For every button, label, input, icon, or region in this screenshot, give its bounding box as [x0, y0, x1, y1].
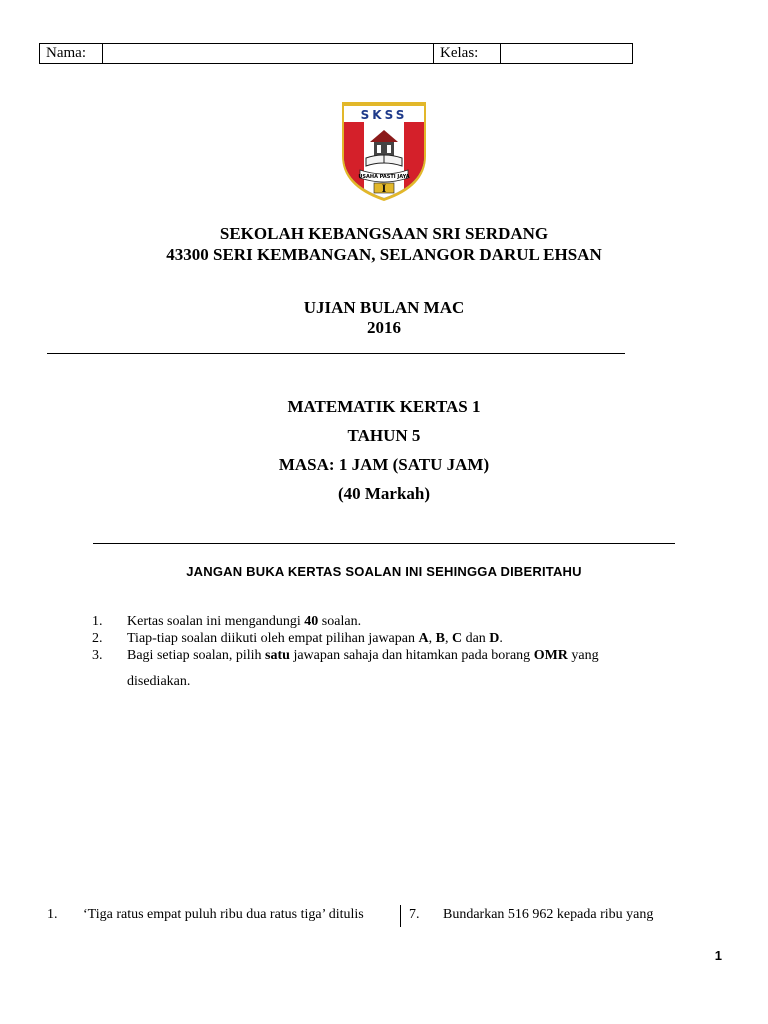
instruction-item	[92, 613, 361, 630]
instruction-text: .	[499, 631, 503, 646]
instruction-text: soalan.	[318, 614, 362, 629]
instruction-item	[92, 647, 599, 664]
instruction-bold: OMR	[533, 648, 568, 663]
instruction-text: dan	[462, 631, 490, 646]
question-1-number: 1.	[47, 907, 58, 922]
instruction-bold: B	[435, 631, 445, 646]
instruction-text: Kertas soalan ini mengandungi	[127, 614, 305, 629]
question-7-text: Bundarkan 516 962 kepada ribu yang	[443, 907, 654, 922]
exam-title: UJIAN BULAN MAC	[303, 298, 465, 317]
exam-duration: MASA: 1 JAM (SATU JAM)	[278, 455, 490, 474]
exam-year: 2016	[367, 318, 401, 337]
instruction-text: Bagi setiap soalan, pilih	[127, 648, 266, 663]
question-7-number: 7.	[409, 907, 420, 922]
instruction-bold: A	[418, 631, 429, 646]
instruction-number: 1.	[92, 614, 103, 629]
class-label: Kelas:	[440, 45, 479, 61]
column-divider	[400, 905, 401, 927]
divider-bottom	[93, 543, 675, 544]
class-label-cell	[434, 44, 501, 63]
instruction-bold: satu	[265, 648, 290, 663]
instruction-bold: 40	[304, 614, 319, 629]
instruction-bold: D	[489, 631, 500, 646]
instruction-text: jawapan sahaja dan hitamkan pada borang	[289, 648, 534, 663]
exam-grade: TAHUN 5	[347, 426, 421, 445]
exam-subject: MATEMATIK KERTAS 1	[287, 397, 481, 416]
question-1-text: ‘Tiga ratus empat puluh ribu dua ratus tiga’ ditulis	[83, 907, 364, 922]
instruction-text: ,	[428, 631, 436, 646]
exam-marks: (40 Markah)	[337, 484, 431, 503]
crest-motto: USAHA PASTI JAYA	[358, 174, 410, 180]
instruction-item	[92, 630, 503, 647]
school-crest-logo	[338, 98, 430, 202]
school-address: 43300 SERI KEMBANGAN, SELANGOR DARUL EHSAN	[166, 245, 602, 264]
divider-top	[47, 353, 625, 354]
instruction-text: yang	[567, 648, 599, 663]
name-label-cell	[40, 44, 103, 63]
instruction-number: 3.	[92, 648, 103, 663]
school-name: SEKOLAH KEBANGSAAN SRI SERDANG	[219, 224, 549, 243]
class-field[interactable]	[501, 44, 632, 63]
instruction-bold: C	[451, 631, 463, 646]
student-info-table	[39, 43, 633, 64]
crest-top-text: SKSS	[360, 108, 408, 122]
name-field[interactable]	[103, 44, 434, 63]
instruction-text: Tiap-tiap soalan diikuti oleh empat pilihan jawapan	[127, 631, 419, 646]
name-label: Nama:	[46, 45, 86, 61]
instruction-text: ,	[444, 631, 452, 646]
crest-emblem-letter: I	[381, 184, 387, 195]
page-number: 1	[714, 948, 722, 963]
notice-text: JANGAN BUKA KERTAS SOALAN INI SEHINGGA DIBERITAHU	[186, 564, 582, 579]
instruction-continuation: disediakan.	[127, 674, 191, 689]
instruction-number: 2.	[92, 631, 103, 646]
